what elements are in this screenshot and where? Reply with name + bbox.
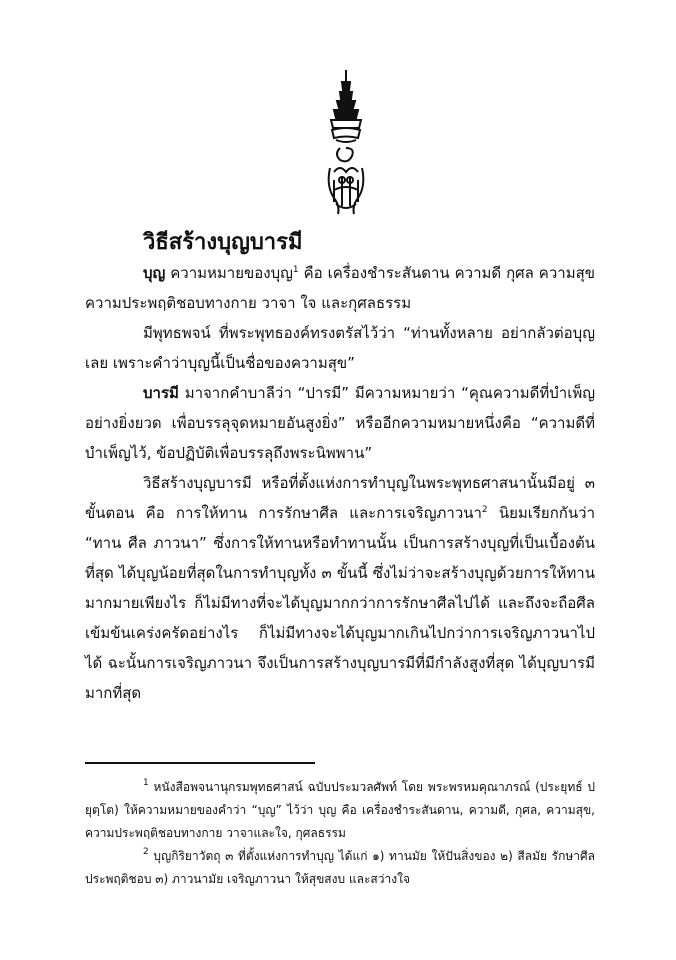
paragraph-text: มาจากคำบาลีว่า “ปารมี” มีความหมายว่า “คุณความดีที่บำเพ็ญอย่างยิ่งยวด เพื่อบรรลุจุดหมายอันสูงยิ่ง” หรืออีกความหมายหนึ่งคือ “ความดีที่บำเพ็ญไว้, ข้อปฏิบัติเพื่อบรรลุถึงพระนิพพาน” bbox=[85, 384, 595, 462]
paragraph-barami bbox=[85, 378, 595, 468]
paragraph-method bbox=[85, 468, 595, 708]
term-boon: บุญ bbox=[143, 264, 166, 282]
footnote-text: หนังสือพจนานุกรมพุทธศาสน์ ฉบับประมวลศัพท์ โดย พระพรหมคุณาภรณ์ (ประยุทธ์ ปยุตฺโต) ให้ความหมายของคำว่า “บุญ” ไว้ว่า บุญ คือ เครื่องชำระสันดาน, ความดี, กุศล, ความสุข, ความประพฤติชอบทางกาย วาจาและใจ, กุศลธรรม bbox=[85, 780, 595, 840]
royal-crest-emblem bbox=[322, 68, 370, 218]
footnote-divider bbox=[85, 762, 315, 764]
footnote-ref-2[interactable]: 2 bbox=[481, 505, 488, 515]
footnote-mark: 2 bbox=[143, 847, 149, 857]
footnote-text: บุญกิริยาวัตถุ ๓ ที่ตั้งแห่งการทำบุญ ได้แก่ ๑) ทานมัย ให้ปันสิ่งของ ๒) สีลมัย รักษาศีล ประพฤติชอบ ๓) ภาวนามัย เจริญภาวนา ให้สุขสงบ และสว่างใจ bbox=[85, 849, 595, 886]
footnote-2 bbox=[85, 845, 595, 891]
paragraph-text: ความหมายของบุญ bbox=[165, 264, 293, 282]
page-title: วิธีสร้างบุญบารมี bbox=[143, 230, 303, 255]
term-barami: บารมี bbox=[143, 384, 179, 402]
paragraph-text: นิยมเรียกกันว่า “ทาน ศีล ภาวนา” ซึ่งการให้ทานหรือทำทานนั้น เป็นการสร้างบุญที่เป็นเบื้องต้นที่สุด ได้บุญน้อยที่สุดในการทำบุญทั้ง ๓ ขั้นนี้ ซึ่งไม่ว่าจะสร้างบุญด้วยการให้ทานมากมายเพียงไร ก็ไม่มีทางที่จะได้บุญมากกว่าการรักษาศีลไปได้ และถึงจะถือศีลเข้มข้นเคร่งครัดอย่างไร ก็ไม่มีทางจะได้บุญมากเกินไปกว่าการเจริญภาวนาไปได้ ฉะนั้นการเจริญภาวนา จึงเป็นการสร้างบุญบารมีที่มีกำลังสูงที่สุด ได้บุญบารมีมากที่สุด bbox=[85, 504, 595, 702]
footnote-mark: 1 bbox=[143, 778, 149, 788]
paragraph-text: คือ เครื่องชำระสันดาน ความดี กุศล ความสุข ความประพฤติชอบทางกาย วาจา ใจ และกุศลธรรม bbox=[85, 264, 595, 312]
paragraph-text: มีพุทธพจน์ ที่พระพุทธองค์ทรงตรัสไว้ว่า “ท่านทั้งหลาย อย่ากลัวต่อบุญเลย เพราะคำว่าบุญนี้เป็นชื่อของความสุข” bbox=[85, 324, 595, 372]
paragraph-boon bbox=[85, 258, 595, 318]
paragraph-text: วิธีสร้างบุญบารมี หรือที่ตั้งแห่งการทำบุญในพระพุทธศาสนานั้นมีอยู่ ๓ ขั้นตอน คือ การให้ทาน การรักษาศีล และการเจริญภาวนา bbox=[85, 474, 595, 522]
body-text bbox=[85, 258, 595, 708]
footnote-ref-1[interactable]: 1 bbox=[292, 265, 299, 275]
footnote-1 bbox=[85, 776, 595, 845]
paragraph-buddha-word bbox=[85, 318, 595, 378]
footnotes bbox=[85, 776, 595, 891]
